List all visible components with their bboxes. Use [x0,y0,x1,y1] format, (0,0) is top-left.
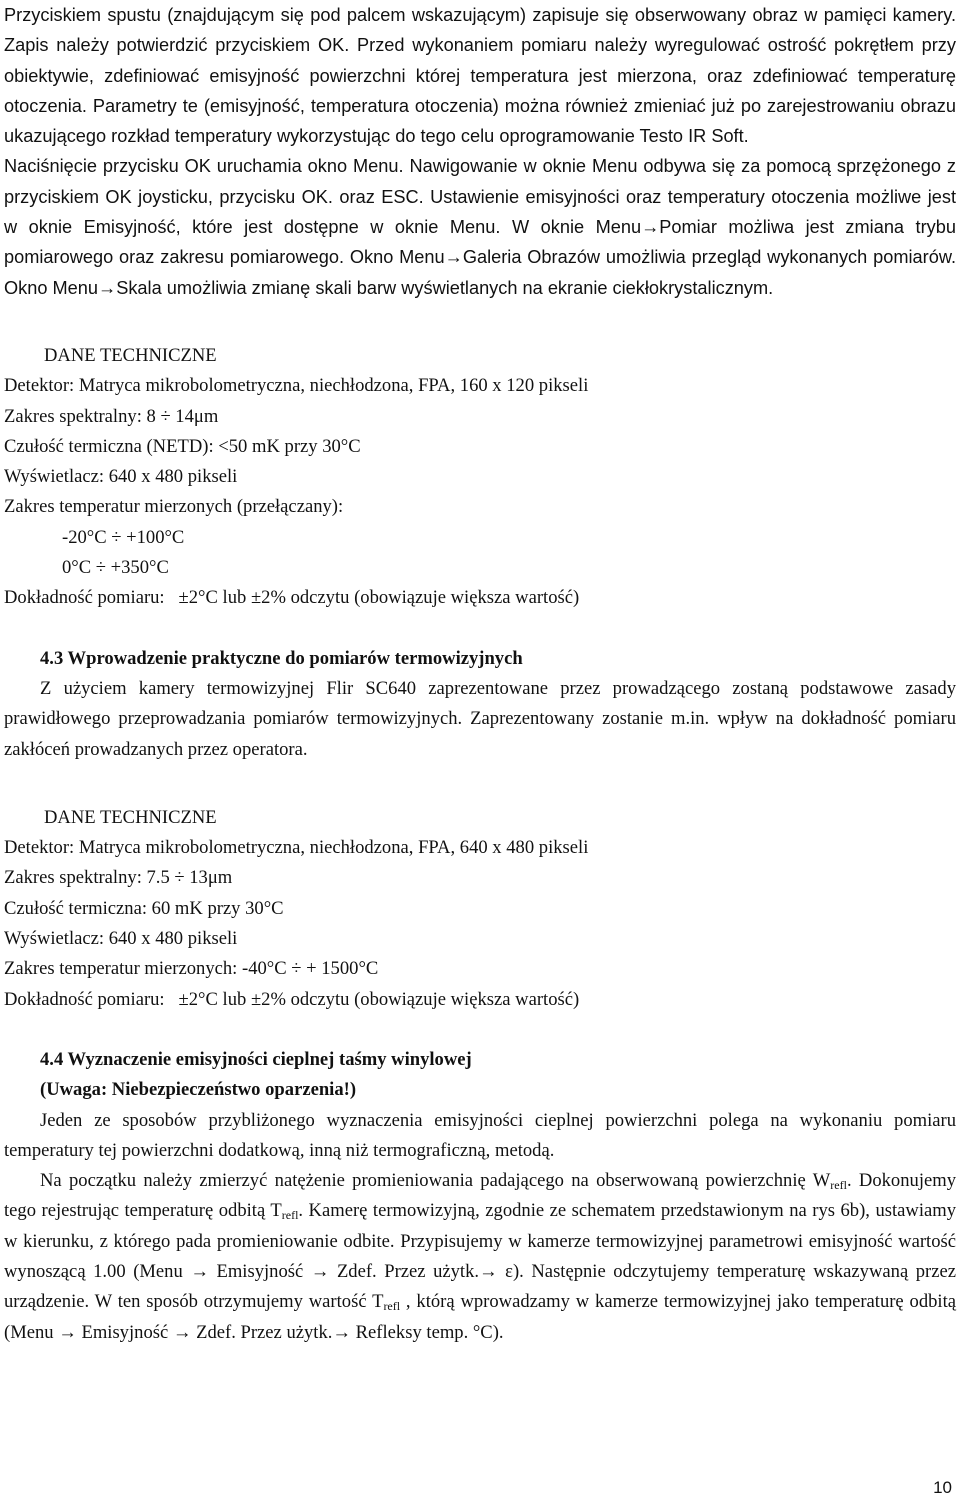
section-4-4-heading: 4.4 Wyznaczenie emisyjności cieplnej taśmy winylowej [40,1048,472,1070]
subscript-refl: refl [281,1208,299,1223]
p2-text-3: . Kamerę termowizyjną, zgodnie ze schematem przedstawionym na rys 6b), ustawiamy w kierunku, z którego pada promieniowanie odbite. Przypisujemy w kamerze termowizyjnej parametrowi emisyjność wartość wynoszącą 1.00 (Menu → Emisyjność → Zdef. Przez użytk.→ ε). Następnie odczytujemy temperaturę wskazywaną przez urządzenie. W ten sposób otrzymujemy wartość T [4,1200,956,1313]
subscript-refl: refl [830,1178,847,1193]
tech1-accuracy: Dokładność pomiaru: ±2°C lub ±2% odczytu (obowiązuje większa wartość) [4,587,580,609]
tech1-line: Czułość termiczna (NETD): <50 mK przy 30°C [4,435,361,457]
p2-text-1: Na początku należy zmierzyć natężenie promieniowania padającego na obserwowaną powierzchnię W [40,1170,831,1192]
subscript-refl: refl [383,1299,401,1314]
section-4-4-paragraph-2 [4,1166,956,1348]
tech1-line: Zakres temperatur mierzonych (przełączany): [4,496,344,518]
section-4-3-heading: 4.3 Wprowadzenie praktyczne do pomiarów termowizyjnych [40,647,523,669]
tech1-line: Zakres spektralny: 8 ÷ 14μm [4,405,219,427]
tech1-range: 0°C ÷ +350°C [62,557,169,579]
page-number: 10 [933,1478,952,1497]
document-page [4,0,956,1348]
intro-text-c: Naciśnięcie przycisku OK uruchamia okno Menu. [4,156,404,177]
section-4-4-paragraph-1: Jeden ze sposobów przybliżonego wyznaczenia emisyjności cieplnej powierzchni polega na wykonaniu pomiaru temperatury tej powierzchni dodatkową, inną niż termograficzną, metodą. [4,1109,956,1161]
tech2-line: Detektor: Matryca mikrobolometryczna, niechłodzona, FPA, 640 x 480 pikseli [4,837,589,859]
intro-paragraph-2 [4,151,956,302]
tech-data-title-1: DANE TECHNICZNE [44,344,217,366]
tech2-line: Wyświetlacz: 640 x 480 pikseli [4,928,238,950]
tech1-range: -20°C ÷ +100°C [62,526,185,548]
intro-text-b: Parametry te (emisyjność, temperatura otoczenia) można również zmieniać już po zarejestrowaniu obrazu ukazującego rozkład temperatury wykorzystując do tego celu oprogramowanie Testo IR Soft. [4,95,956,147]
tech1-line: Detektor: Matryca mikrobolometryczna, niechłodzona, FPA, 160 x 120 pikseli [4,375,589,397]
tech2-line: Czułość termiczna: 60 mK przy 30°C [4,897,284,919]
p2-text-4: , którą wprowadzamy w kamerze termowizyjnej jako temperaturę odbitą (Menu → Emisyjność → Zdef. Przez użytk.→ Refleksy temp. °C). [4,1291,957,1343]
tech2-line: Zakres temperatur mierzonych: -40°C ÷ + 1500°C [4,958,379,980]
intro-text-a: Przyciskiem spustu (znajdującym się pod palcem wskazującym) zapisuje się obserwowany obraz w pamięci kamery. Zapis należy potwierdzić przyciskiem OK. Przed wykonaniem pomiaru należy wyregulować ostrość pokrętłem przy obiektywie, zdefiniować emisyjność powierzchni której temperatura jest mierzona, oraz zdefiniować temperaturę otoczenia. [4,5,956,116]
tech2-line: Zakres spektralny: 7.5 ÷ 13μm [4,867,233,889]
tech2-line: Dokładność pomiaru: ±2°C lub ±2% odczytu (obowiązuje większa wartość) [4,988,580,1010]
section-4-3-text: Z użyciem kamery termowizyjnej Flir SC640 zaprezentowane przez prowadzącego zostaną podstawowe zasady prawidłowego przeprowadzania pomiarów termowizyjnych. Zaprezentowany zostanie m.in. wpływ na dokładność pomiaru zakłóceń prowadzanych przez operatora. [4,677,956,760]
p2-text-2: . Dokonujemy tego rejestrując temperaturę odbitą T [4,1170,956,1222]
tech1-line: Wyświetlacz: 640 x 480 pikseli [4,466,238,488]
intro-text-d: Nawigowanie w oknie Menu odbywa się za pomocą sprzężonego z przyciskiem OK joysticku, przycisku OK. oraz ESC. Ustawienie emisyjności oraz temperatury otoczenia możliwe jest w oknie Emisyjność, które jest dostępne w oknie Menu. W oknie Menu→Pomiar możliwa jest zmiana trybu pomiarowego oraz zakresu pomiarowego. Okno Menu→Galeria Obrazów umożliwia przegląd wykonanych pomiarów. Okno Menu→Skala umożliwia zmianę skali barw wyświetlanych na ekranie ciekłokrystalicznym. [4,156,956,298]
intro-paragraph-1 [4,0,956,151]
section-4-4-warning: (Uwaga: Niebezpieczeństwo oparzenia!) [40,1079,357,1101]
tech-data-title-2: DANE TECHNICZNE [44,806,217,828]
